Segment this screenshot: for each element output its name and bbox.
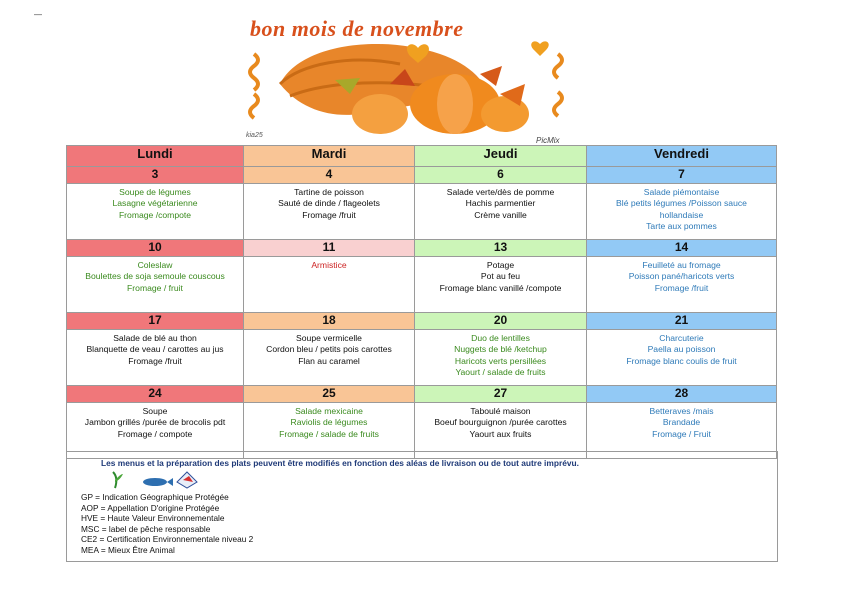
dish-line: Boeuf bourguignon /purée carottes (434, 417, 567, 428)
menu-cell (415, 184, 587, 240)
date-cell: 18 (244, 313, 415, 330)
dish-line: Lasagne végétarienne (112, 198, 198, 209)
dish-line: Flan au caramel (298, 355, 360, 366)
dish-line: Fromage /fruit (128, 355, 182, 366)
dish-line: Sauté de dinde / flageolets (278, 198, 380, 209)
dish-line: Potage (486, 260, 515, 270)
legend-item: GP = Indication Géographique Protégée (81, 492, 229, 502)
date-cell: 13 (415, 240, 587, 257)
day-header-lundi: Lundi (67, 146, 244, 167)
date-cell: 14 (587, 240, 777, 257)
dish-line: Nuggets de blé /ketchup (454, 344, 547, 355)
date-cell: 25 (244, 386, 415, 403)
label-logos-icons (107, 470, 217, 490)
date-cell: 24 (67, 386, 244, 403)
dish-line: Fromage / Fruit (652, 428, 711, 439)
date-cell-holiday: 11 (244, 240, 415, 257)
dish-line: Salade piémontaise (643, 187, 720, 197)
label-logos (107, 470, 217, 488)
menu-cell (244, 330, 415, 386)
date-row (67, 240, 777, 257)
menu-cell (67, 257, 244, 313)
menu-table (66, 145, 777, 459)
dish-line: Hachis parmentier (465, 198, 536, 209)
menu-cell (587, 184, 777, 240)
dish-line: Haricots verts persillées (454, 355, 547, 366)
certification-logo-icon (177, 472, 197, 488)
dish-line: Poisson pané/haricots verts (628, 271, 735, 282)
day-header-jeudi: Jeudi (415, 146, 587, 167)
menu-cell (67, 330, 244, 386)
dish-line: Jambon grillés /purée de brocolis pdt (84, 417, 226, 428)
dish-line: Yaourt / salade de fruits (455, 366, 546, 377)
dish-line: hollandaise (659, 209, 704, 220)
dish-line: Blanquette de veau / carottes au jus (86, 344, 224, 355)
legend-item: CE2 = Certification Environnementale niveau 2 (81, 534, 254, 545)
legend-item: HVE = Haute Valeur Environnementale (81, 513, 225, 524)
date-cell: 3 (67, 167, 244, 184)
day-header-row (67, 146, 777, 167)
day-header-vendredi: Vendredi (587, 146, 777, 167)
dish-line: Fromage blanc coulis de fruit (626, 355, 737, 366)
dish-line: Salade verte/dès de pomme (446, 187, 555, 197)
dish-line: Salade de blé au thon (113, 333, 197, 343)
legend-item: MSC = label de pêche responsable (81, 523, 211, 534)
dish-line: Blé petits légumes /Poisson sauce (616, 198, 747, 209)
dish-line: Fromage /fruit (302, 209, 356, 220)
legend-item: MEA = Mieux Être Animal (81, 544, 175, 555)
label-legend (81, 492, 253, 556)
date-cell: 7 (587, 167, 777, 184)
date-cell: 10 (67, 240, 244, 257)
date-row (67, 167, 777, 184)
day-header-mardi: Mardi (244, 146, 415, 167)
menu-row (67, 257, 777, 313)
fish-label-icon (143, 478, 173, 486)
disclaimer-text: Les menus et la préparation des plats peuvent être modifiés en fonction des aléas de livraison ou de tout autre imprévu. (101, 458, 579, 468)
dish-line: Feuilleté au fromage (642, 260, 721, 270)
date-cell: 6 (415, 167, 587, 184)
dish-line: Tarte aux pommes (646, 220, 717, 231)
menu-cell (415, 330, 587, 386)
dish-line: Fromage / compote (117, 428, 193, 439)
dish-line: Fromage /fruit (654, 282, 709, 293)
dish-line: Soupe de légumes (119, 187, 191, 197)
dish-line: Paella au poisson (647, 344, 716, 355)
dish-line: Cordon bleu / petits pois carottes (266, 344, 392, 355)
menu-cell (587, 330, 777, 386)
leaf-logo-icon (113, 472, 123, 488)
date-cell: 4 (244, 167, 415, 184)
date-cell: 17 (67, 313, 244, 330)
dish-line: Soupe (142, 406, 168, 416)
dish-line: Soupe vermicelle (296, 333, 362, 343)
notes-box (66, 451, 778, 562)
dish-line: Fromage /compote (118, 209, 192, 220)
dish-line: Duo de lentilles (471, 333, 530, 343)
banner-title: bon mois de novembre (250, 16, 464, 41)
dish-line: Pot au feu (480, 271, 521, 282)
holiday-label: Armistice (311, 260, 347, 270)
dish-line: Charcuterie (659, 333, 704, 343)
date-cell: 21 (587, 313, 777, 330)
dish-line: Fromage blanc vanillé /compote (439, 282, 562, 293)
dish-line: Fromage / fruit (127, 282, 183, 293)
menu-cell (587, 257, 777, 313)
banner-credit-left: kia25 (246, 132, 263, 139)
legend-item: AOP = Appellation D'origine Protégée (81, 502, 220, 513)
menu-cell (244, 184, 415, 240)
banner-credit-right: PicMix (536, 136, 560, 145)
menu-row (67, 184, 777, 240)
date-cell: 28 (587, 386, 777, 403)
dish-line: Yaourt aux fruits (469, 428, 532, 439)
dish-line: Boulettes de soja semoule couscous (85, 271, 225, 282)
dish-line: Tartine de poisson (294, 187, 364, 197)
menu-cell (67, 184, 244, 240)
dish-line: Brandade (662, 417, 701, 428)
dish-line: Taboulé maison (470, 406, 531, 416)
date-row (67, 313, 777, 330)
dish-line: Salade mexicaine (295, 406, 363, 416)
banner-illustration (240, 14, 580, 144)
date-cell: 20 (415, 313, 587, 330)
dish-line: Raviolis de légumes (290, 417, 368, 428)
menu-cell (415, 257, 587, 313)
menu-row (67, 330, 777, 386)
dish-line: Crème vanille (474, 209, 527, 220)
dish-line: Betteraves /mais (649, 406, 714, 416)
dish-line: Fromage / salade de fruits (279, 428, 379, 439)
menu-cell-holiday (244, 257, 415, 313)
dish-line: Coleslaw (137, 260, 173, 270)
date-row (67, 386, 777, 403)
corner-mark: — (34, 10, 42, 19)
date-cell: 27 (415, 386, 587, 403)
